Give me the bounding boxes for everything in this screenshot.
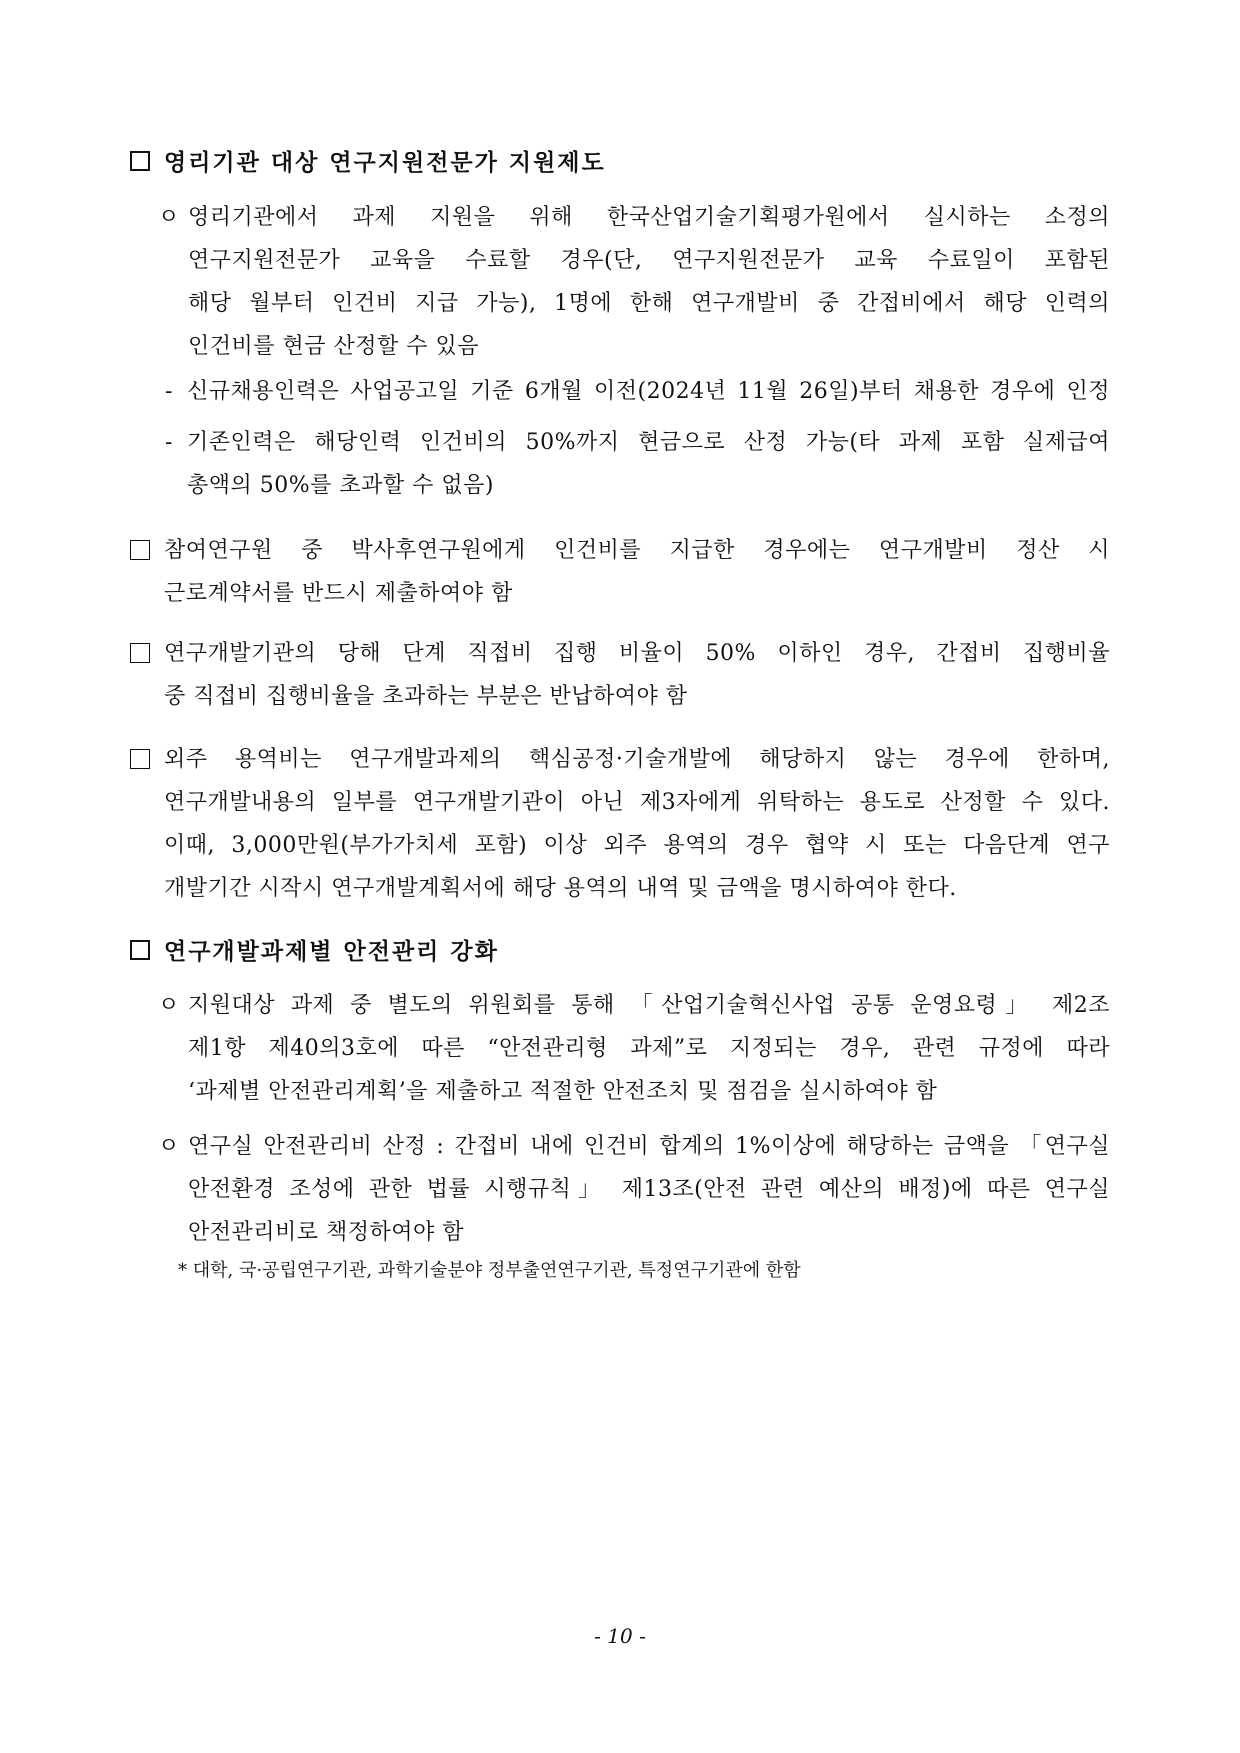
bullet-item xyxy=(158,984,1110,1113)
dash-text: 신규채용인력은 사업공고일 기준 6개월 이전(2024년 11월 26일)부터 채용한 경우에 인정 xyxy=(187,379,1110,404)
checkbox-square-icon xyxy=(130,643,150,663)
dash-marker: - xyxy=(165,430,173,455)
bullet-item xyxy=(158,1125,1110,1254)
section-heading-1 xyxy=(130,144,1030,177)
dash-item xyxy=(165,421,1110,507)
dash-item xyxy=(165,370,1110,413)
section-title: 영리기관 대상 연구지원전문가 지원제도 xyxy=(164,150,606,176)
dash-text: 기존인력은 해당인력 인건비의 50%까지 현금으로 산정 가능(타 과제 포함 실제급여 총액의 50%를 초과할 수 없음) xyxy=(187,430,1110,498)
bullet-item xyxy=(158,196,1110,368)
dash-marker: - xyxy=(165,379,173,404)
box-item xyxy=(130,738,1110,910)
bullet-text: 영리기관에서 과제 지원을 위해 한국산업기술기획평가원에서 실시하는 소정의 연구지원전문가 교육을 수료할 경우(단, 연구지원전문가 교육 수료일이 포함된 해당 월부터 인건비 지급 가능), 1명에 한해 연구개발비 중 간접비에서 해당 인력의 인건비를 현금 산정할 수 있음 xyxy=(188,205,1110,359)
box-item xyxy=(130,529,1110,615)
circle-bullet-marker: ㅇ xyxy=(158,1134,180,1159)
box-item-text: 연구개발기관의 당해 단계 직접비 집행 비율이 50% 이하인 경우, 간접비 집행비율 중 직접비 집행비율을 초과하는 부분은 반납하여야 함 xyxy=(164,641,1110,709)
bullet-text: 지원대상 과제 중 별도의 위원회를 통해 「산업기술혁신사업 공통 운영요령」 제2조 제1항 제40의3호에 따른 “안전관리형 과제”로 지정되는 경우, 관련 규정에 따라 ‘과제별 안전관리계획’을 제출하고 적절한 안전조치 및 점검을 실시하여야 함 xyxy=(188,993,1110,1104)
box-item xyxy=(130,632,1110,718)
bullet-text: 연구실 안전관리비 산정 : 간접비 내에 인건비 합계의 1%이상에 해당하는 금액을 「연구실 안전환경 조성에 관한 법률 시행규칙」 제13조(안전 관련 예산의 배정)에 따른 연구실 안전관리비로 책정하여야 함 xyxy=(188,1134,1110,1245)
box-item-text: 참여연구원 중 박사후연구원에게 인건비를 지급한 경우에는 연구개발비 정산 시 근로계약서를 반드시 제출하여야 함 xyxy=(164,538,1110,606)
checkbox-square-icon xyxy=(130,749,150,769)
page-number: - 10 - xyxy=(594,1624,646,1648)
checkbox-square-icon xyxy=(130,540,150,560)
box-item-text: 외주 용역비는 연구개발과제의 핵심공정·기술개발에 해당하지 않는 경우에 한하며, 연구개발내용의 일부를 연구개발기관이 아닌 제3자에게 위탁하는 용도로 산정할 수 있다. 이때, 3,000만원(부가가치세 포함) 이상 외주 용역의 경우 협약 시 또는 다음단계 연구 개발기간 시작시 연구개발계획서에 해당 용역의 내역 및 금액을 명시하여야 한다. xyxy=(164,747,1110,901)
footnote: * 대학, 국·공립연구기관, 과학기술분야 정부출연연구기관, 특정연구기관에 한함 xyxy=(178,1260,801,1281)
circle-bullet-marker: ㅇ xyxy=(158,993,180,1018)
section-heading-2 xyxy=(130,933,1030,966)
checkbox-square-icon xyxy=(130,940,150,960)
section-title: 연구개발과제별 안전관리 강화 xyxy=(164,939,499,965)
checkbox-square-icon xyxy=(130,151,150,171)
circle-bullet-marker: ㅇ xyxy=(158,205,180,230)
